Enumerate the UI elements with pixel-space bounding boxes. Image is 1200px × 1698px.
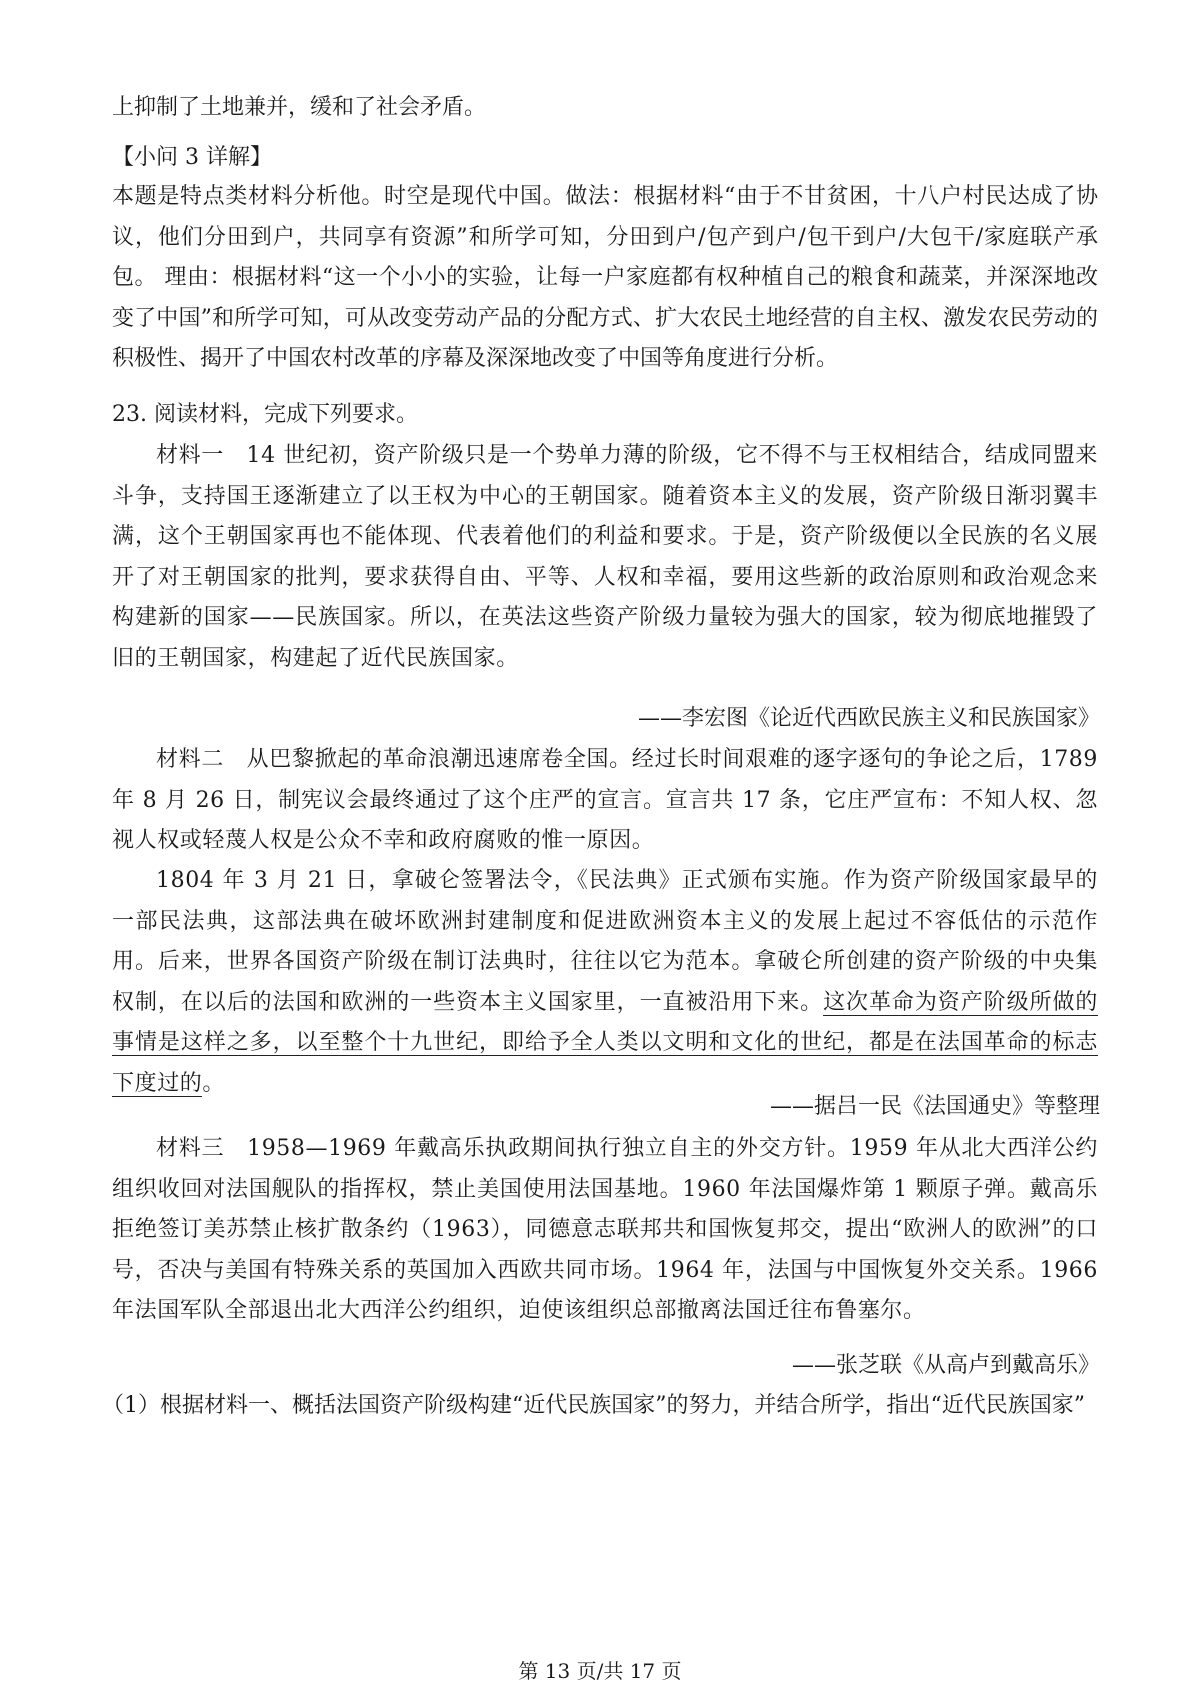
material-2-para-1: 材料二 从巴黎掀起的革命浪潮迅速席卷全国。经过长时间艰难的逐字逐句的争论之后，1789 年 8 月 26 日，制宪议会最终通过了这个庄严的宣言。宣言共 17 条，它庄严宣布：不知人权、忽视人权或轻蔑人权是公众不幸和政府腐败的惟一原因。 [112,747,1098,854]
q3-explanation: 本题是特点类材料分析他。时空是现代中国。做法：根据材料“由于不甘贫困，十八户村民达成了协议，他们分田到户，共同享有资源”和所学可知，分田到户/包产到户/包干到户/大包干/家庭联产承包。 理由：根据材料“这一个小小的实验，让每一户家庭都有权种植自己的粮食和蔬菜，并深深地改变了中国”和所学可知，可从改变劳动产品的分配方式、扩大农民土地经营的自主权、激发农民劳动的积极性、揭开了中国农村改革的序幕及深深地改变了中国等角度进行分析。 [112,184,1098,371]
underlined-quote: 这次革命为资产阶级所做的事情是这样之多，以至整个十九世纪，即给予全人类以文明和文化的世纪，都是在法国革命的标志下度过的 [112,989,1098,1096]
material-2-source: ——据吕一民《法国通史》等整理 [769,1094,1100,1119]
prev-answer-tail: 上抑制了土地兼并，缓和了社会矛盾。 [112,95,487,120]
page-footer: 第 13 页/共 17 页 [518,1659,682,1683]
material-1-source: ——李宏图《论近代西欧民族主义和民族国家》 [637,706,1100,731]
sub-question-1: （1）根据材料一、概括法国资产阶级构建“近代民族国家”的努力，并结合所学，指出“近代民族国家” [102,1393,1085,1418]
material-3-source: ——张芝联《从高卢到戴高乐》 [791,1353,1100,1378]
q23-title: 23. 阅读材料，完成下列要求。 [112,402,418,427]
material-3-text: 材料三 1958—1969 年戴高乐执政期间执行独立自主的外交方针。1959 年从北大西洋公约组织收回对法国舰队的指挥权，禁止美国使用法国基地。1960 年法国爆炸第 1 颗原子弹。戴高乐拒绝签订美苏禁止核扩散条约（1963），同德意志联邦共和国恢复邦交，提出“欧洲人的欧洲”的口号，否决与美国有特殊关系的英国加入西欧共同市场。1964 年，法国与中国恢复外交关系。1966 年法国军队全部退出北大西洋公约组织，迫使该组织总部撤离法国迁往布鲁塞尔。 [112,1136,1098,1324]
material-2-para-2-text: 1804 年 3 月 21 日，拿破仑签署法令，《民法典》正式颁布实施。作为资产阶级国家最早的一部民法典，这部法典在破坏欧洲封建制度和促进欧洲资本主义的发展上起过不容低估的示范作用。后来，世界各国资产阶级在制订法典时，往往以它为范本。拿破仑所创建的资产阶级的中央集权制，在以后的法国和欧洲的一些资本主义国家里，一直被沿用下来。 [112,868,1098,1015]
material-2-para-2 [112,861,1098,1105]
q3-heading: 【小问 3 详解】 [112,145,272,170]
material-1-text: 材料一 14 世纪初，资产阶级只是一个势单力薄的阶级，它不得不与王权相结合，结成同盟来斗争，支持国王逐渐建立了以王权为中心的王朝国家。随着资本主义的发展，资产阶级日渐羽翼丰满，这个王朝国家再也不能体现、代表着他们的利益和要求。于是，资产阶级便以全民族的名义展开了对王朝国家的批判，要求获得自由、平等、人权和幸福，要用这些新的政治原则和政治观念来构建新的国家——民族国家。所以，在英法这些资产阶级力量较为强大的国家，较为彻底地摧毁了旧的王朝国家，构建起了近代民族国家。 [112,443,1098,671]
material-2-para-2-end: 。 [202,1070,226,1096]
